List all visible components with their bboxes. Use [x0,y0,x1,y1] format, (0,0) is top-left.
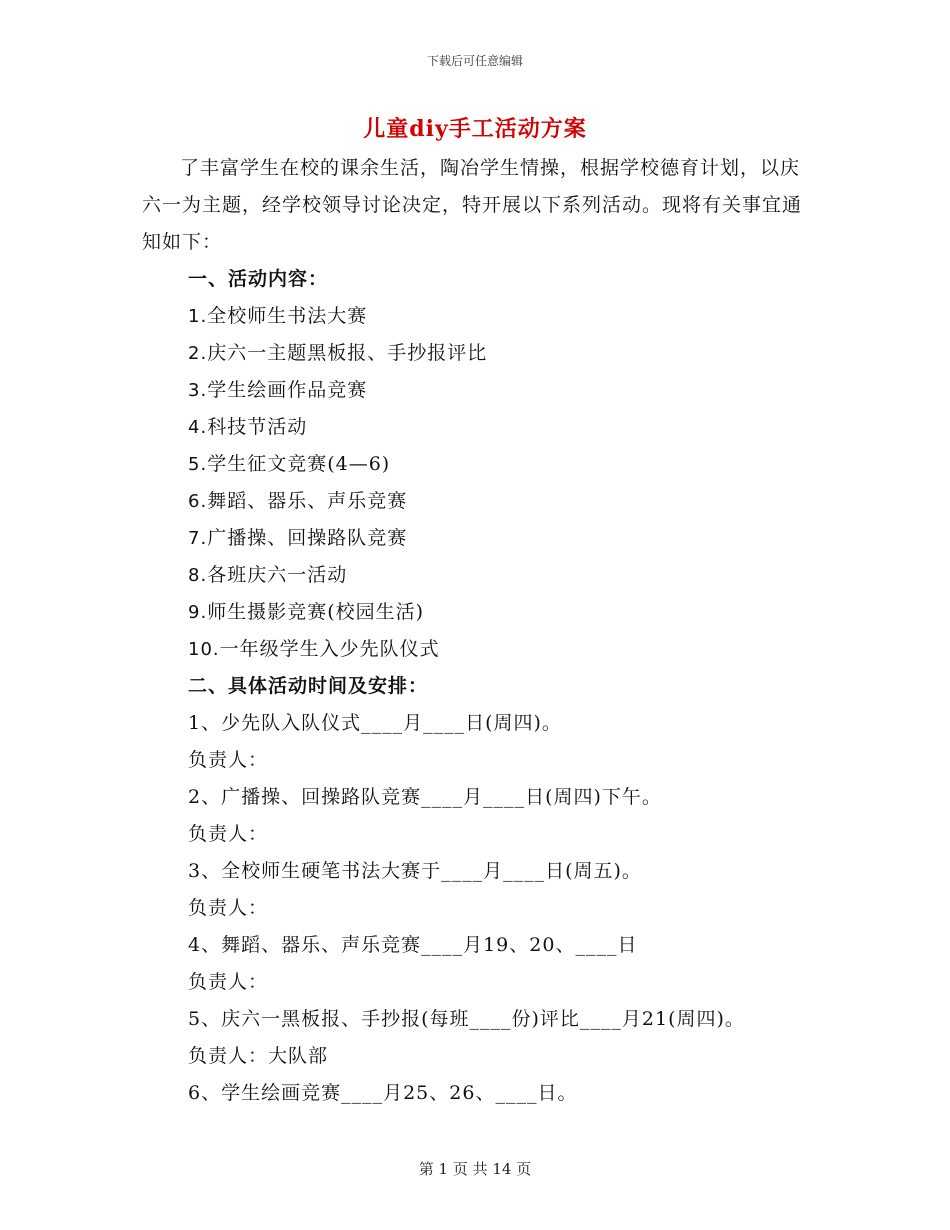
document-body [142,150,812,1112]
list-item: 3.学生绘画作品竞赛 [188,379,368,401]
list-item: 7.广播操、回操路队竞赛 [188,527,408,549]
schedule-owner: 负责人： [188,749,269,771]
list-item: 2.庆六一主题黑板报、手抄报评比 [188,342,488,364]
document-title: 儿童diy手工活动方案 [363,116,587,142]
schedule-item: 5、庆六一黑板报、手抄报(每班____份)评比____月21(周四)。 [188,1008,745,1030]
list-item: 5.学生征文竞赛(4—6) [188,453,391,475]
page-footer: 第 1 页 共 14 页 [418,1160,532,1178]
schedule-item: 1、少先队入队仪式____月____日(周四)。 [188,712,562,734]
section-heading-schedule: 二、具体活动时间及安排： [188,675,429,697]
schedule-item: 4、舞蹈、器乐、声乐竞赛____月19、20、____日 [188,934,638,956]
list-item: 10.一年级学生入少先队仪式 [188,638,440,660]
header-note: 下载后可任意编辑 [426,54,523,68]
schedule-owner: 负责人：大队部 [188,1045,329,1067]
schedule-owner: 负责人： [188,823,269,845]
list-item: 6.舞蹈、器乐、声乐竞赛 [188,490,408,512]
section-heading-content: 一、活动内容： [188,268,329,290]
schedule-owner: 负责人： [188,897,269,919]
list-item: 4.科技节活动 [188,416,308,438]
schedule-owner: 负责人： [188,971,269,993]
list-item: 8.各班庆六一活动 [188,564,348,586]
schedule-item: 6、学生绘画竞赛____月25、26、____日。 [188,1082,578,1104]
list-item: 9.师生摄影竞赛(校园生活) [188,601,425,623]
schedule-item: 3、全校师生硬笔书法大赛于____月____日(周五)。 [188,860,642,882]
schedule-item: 2、广播操、回操路队竞赛____月____日(周四)下午。 [188,786,662,808]
intro-paragraph: 了丰富学生在校的课余生活，陶冶学生情操，根据学校德育计划，以庆六一为主题，经学校领导讨论决定，特开展以下系列活动。现将有关事宜通知如下： [142,157,803,253]
list-item: 1.全校师生书法大赛 [188,305,368,327]
